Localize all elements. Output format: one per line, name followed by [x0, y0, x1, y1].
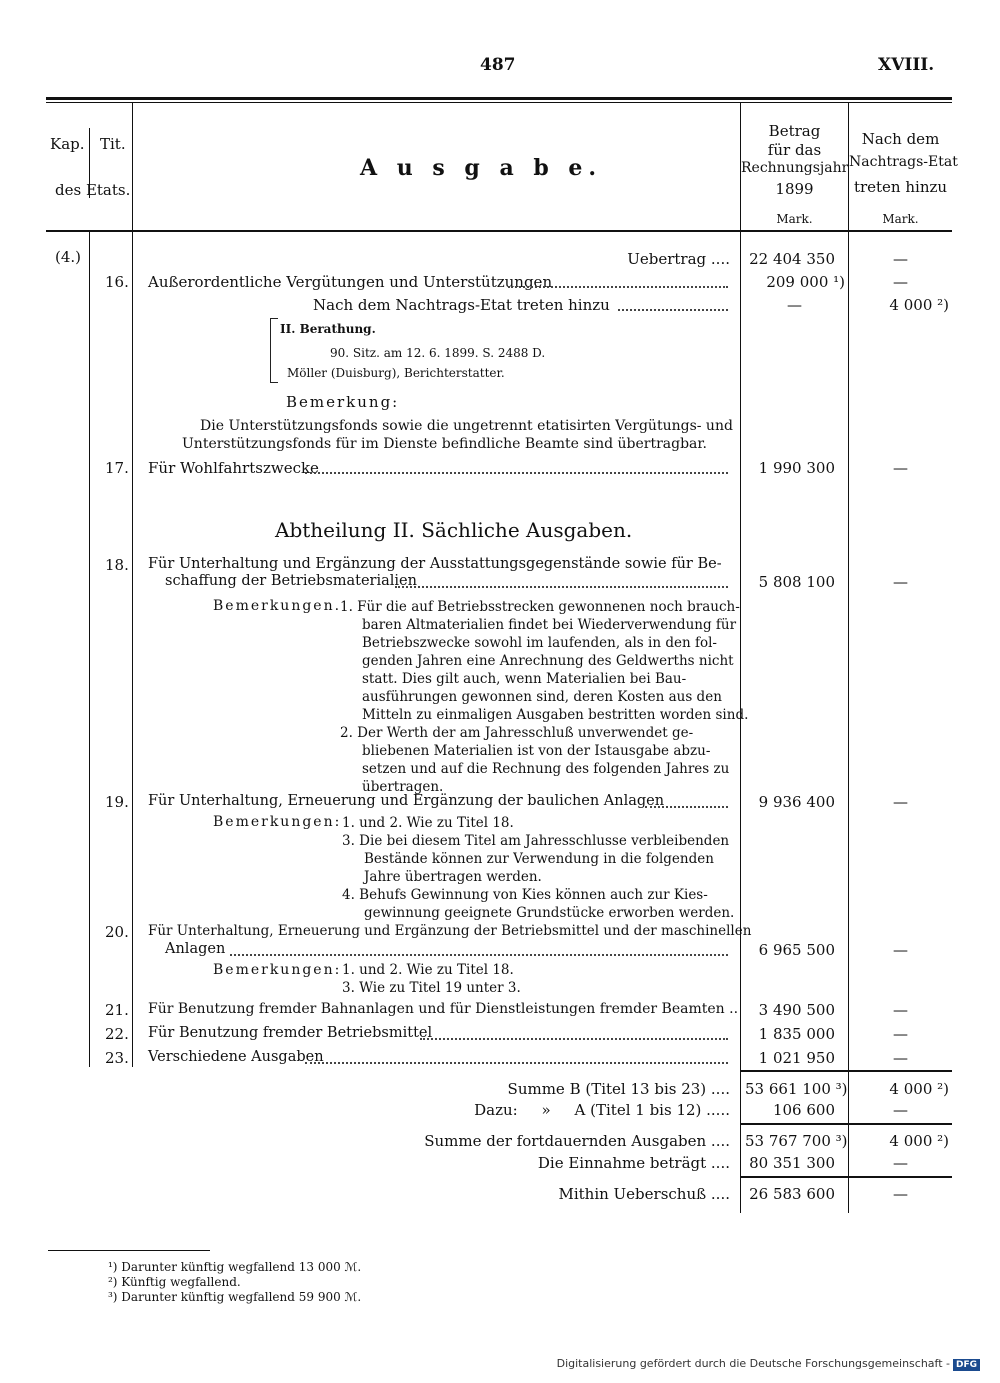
bem18-line: übertragen. — [362, 779, 444, 795]
col-nach-mark: Mark. — [882, 212, 919, 226]
t20-amount: 6 965 500 — [758, 941, 835, 959]
t21-label: Für Benutzung fremder Bahnanlagen und für Dienstleistungen fremder Beamten .. — [148, 1001, 739, 1017]
bem19-label: Bemerkungen: — [213, 814, 342, 830]
t20-leader — [230, 954, 728, 956]
dazu-extra: — — [893, 1101, 908, 1119]
page-number: 487 — [480, 55, 516, 75]
kap-number: (4.) — [55, 248, 82, 266]
t20-line1: Für Unterhaltung, Erneuerung und Ergänzung der Betriebsmittel und der maschinellen — [148, 923, 752, 939]
einnahme-extra: — — [893, 1154, 908, 1172]
t21-extra: — — [893, 1001, 908, 1019]
dazu-amount: 106 600 — [772, 1101, 835, 1119]
bem18-label: Bemerkungen. — [213, 598, 342, 614]
t16-extra: — — [893, 273, 908, 291]
t23-label: Verschiedene Ausgaben — [148, 1049, 324, 1065]
bracket-top — [270, 318, 278, 319]
t20-extra: — — [893, 941, 908, 959]
dfg-logo: DFG — [953, 1359, 980, 1371]
bem18-line: Betriebszwecke sowohl im laufenden, als in den fol- — [362, 635, 717, 651]
t19-amount: 9 936 400 — [758, 793, 835, 811]
dazu-label: Dazu: » A (Titel 1 bis 12) ..... — [474, 1101, 730, 1119]
tit-19: 19. — [105, 793, 129, 811]
bem20-line1: 1. und 2. Wie zu Titel 18. — [342, 962, 514, 978]
kap-tit-divider-body — [89, 232, 90, 1067]
nachtrag-leader — [618, 309, 728, 311]
tit-16: 16. — [105, 273, 129, 291]
bem19-line: 3. Die bei diesem Titel am Jahresschlusse verbleibenden — [342, 833, 730, 849]
nachtrag-extra: 4 000 ²) — [889, 296, 949, 314]
tit-col-rule-head — [132, 103, 133, 230]
t19-leader — [645, 806, 728, 808]
tit-18: 18. — [105, 556, 129, 574]
extra-col-rule — [848, 103, 849, 1213]
t22-amount: 1 835 000 — [758, 1025, 835, 1043]
footnote-2: ²) Künftig wegfallend. — [108, 1275, 241, 1289]
credit-text: Digitalisierung gefördert durch die Deutsche Forschungsgemeinschaft - — [556, 1357, 950, 1370]
bem18-line: baren Altmaterialien findet bei Wiederverwendung für — [362, 617, 737, 633]
t18-extra: — — [893, 573, 908, 591]
bem19-line: 1. und 2. Wie zu Titel 18. — [342, 815, 514, 831]
t19-extra: — — [893, 793, 908, 811]
bem18-line: ausführungen gewonnen sind, deren Kosten aus den — [362, 689, 722, 705]
t22-label: Für Benutzung fremder Betriebsmittel — [148, 1025, 433, 1041]
t20-line2: Anlagen — [165, 941, 226, 957]
bem19-line: 4. Behufs Gewinnung von Kies können auch zur Kies- — [342, 887, 708, 903]
totals-rule-3 — [741, 1176, 952, 1178]
tit-17: 17. — [105, 459, 129, 477]
bem19-block — [342, 814, 734, 922]
t18-line1: Für Unterhaltung und Ergänzung der Ausstattungsgegenstände sowie für Be- — [148, 556, 722, 572]
tit-col-rule-body — [132, 232, 133, 1067]
t17-extra: — — [893, 459, 908, 477]
t17-label: Für Wohlfahrtszwecke — [148, 459, 319, 477]
section-number: XVIII. — [878, 55, 935, 75]
tit-23: 23. — [105, 1049, 129, 1067]
t18-amount: 5 808 100 — [758, 573, 835, 591]
col-betrag-3: Rechnungsjahr — [741, 160, 849, 176]
bem16-label: Bemerkung: — [286, 393, 400, 411]
t23-leader — [305, 1062, 728, 1064]
bem18-line: setzen und auf die Rechnung des folgenden Jahres zu — [362, 761, 730, 777]
bem18-line: 2. Der Werth der am Jahresschluß unverwendet ge- — [340, 725, 694, 741]
einnahme-label: Die Einnahme beträgt .... — [537, 1154, 730, 1172]
bem16-line1: Die Unterstützungsfonds sowie die ungetrennt etatisirten Vergütungs- und — [200, 418, 733, 434]
t22-leader — [420, 1038, 728, 1040]
bem18-block — [340, 598, 748, 796]
berathung-bracket — [270, 318, 271, 382]
t16-label: Außerordentliche Vergütungen und Unterstützungen — [148, 273, 553, 291]
bem18-line: Mitteln zu einmaligen Ausgaben bestritten worden sind. — [362, 707, 749, 723]
totals-rule-1 — [741, 1070, 952, 1072]
col-kap: Kap. — [50, 135, 85, 153]
uebertrag-amount: 22 404 350 — [749, 250, 835, 268]
uebertrag-extra: — — [893, 250, 908, 268]
footnote-1: ¹) Darunter künftig wegfallend 13 000 ℳ. — [108, 1260, 362, 1274]
bem18-line: bliebenen Materialien ist von der Istausgabe abzu- — [362, 743, 711, 759]
fortdauernd-label: Summe der fortdauernden Ausgaben .... — [424, 1132, 730, 1150]
summe-b-label: Summe B (Titel 13 bis 23) .... — [507, 1080, 730, 1098]
col-nach-1: Nach dem — [861, 130, 940, 148]
bem18-line: statt. Dies gilt auch, wenn Materialien bei Bau- — [362, 671, 687, 687]
footnote-3: ³) Darunter künftig wegfallend 59 900 ℳ. — [108, 1290, 362, 1304]
t22-extra: — — [893, 1025, 908, 1043]
col-tit: Tit. — [100, 135, 126, 153]
footnote-rule — [48, 1250, 210, 1251]
col-nach-3: treten hinzu — [853, 178, 948, 196]
nachtrag-amount: — — [787, 296, 802, 314]
t16-amount: 209 000 ¹) — [766, 273, 845, 291]
totals-rule-2 — [741, 1123, 952, 1125]
ueberschuss-amount: 26 583 600 — [749, 1185, 835, 1203]
bracket-bottom — [270, 382, 278, 383]
t17-leader — [305, 472, 728, 474]
fortdauernd-extra: 4 000 ²) — [889, 1132, 949, 1150]
col-nach-2: Nachtrags-Etat — [849, 154, 958, 170]
top-rule-thick — [46, 97, 952, 100]
summe-b-amount: 53 661 100 ³) — [745, 1080, 848, 1098]
top-rule-thin — [46, 102, 952, 103]
bem20-line2: 3. Wie zu Titel 19 unter 3. — [342, 980, 521, 996]
col-betrag-4: 1899 — [775, 180, 814, 198]
ausgabe-title: A u s g a b e. — [360, 155, 603, 181]
ueberschuss-label: Mithin Ueberschuß .... — [558, 1185, 730, 1203]
bem19-line: Jahre übertragen werden. — [364, 869, 542, 885]
bem19-line: gewinnung geeignete Grundstücke erworben werden. — [364, 905, 735, 921]
bem18-line: 1. Für die auf Betriebsstrecken gewonnenen noch brauch- — [340, 599, 740, 615]
nachtrag-label: Nach dem Nachtrags-Etat treten hinzu — [313, 296, 610, 314]
summe-b-extra: 4 000 ²) — [889, 1080, 949, 1098]
digitization-credit — [557, 1357, 980, 1371]
abtheilung-heading: Abtheilung II. Sächliche Ausgaben. — [275, 518, 633, 542]
t18-line2: schaffung der Betriebsmaterialien — [165, 573, 417, 589]
col-betrag-mark: Mark. — [776, 212, 813, 226]
t21-amount: 3 490 500 — [758, 1001, 835, 1019]
bem19-line: Bestände können zur Verwendung in die folgenden — [364, 851, 714, 867]
fortdauernd-amount: 53 767 700 ³) — [745, 1132, 848, 1150]
einnahme-amount: 80 351 300 — [749, 1154, 835, 1172]
col-des-etats: des Etats. — [55, 181, 131, 199]
col-betrag-2: für das — [767, 141, 822, 159]
bem20-label: Bemerkungen: — [213, 962, 342, 978]
t23-amount: 1 021 950 — [758, 1049, 835, 1067]
tit-22: 22. — [105, 1025, 129, 1043]
berathung-line1: 90. Sitz. am 12. 6. 1899. S. 2488 D. — [330, 346, 546, 360]
t18-leader — [395, 586, 728, 588]
berathung-line2: Möller (Duisburg), Berichterstatter. — [287, 366, 505, 380]
header-bottom-rule — [46, 230, 952, 232]
t17-amount: 1 990 300 — [758, 459, 835, 477]
col-betrag-1: Betrag — [768, 122, 821, 140]
tit-20: 20. — [105, 923, 129, 941]
t16-leader — [508, 286, 728, 288]
uebertrag-label: Uebertrag .... — [627, 250, 730, 268]
t23-extra: — — [893, 1049, 908, 1067]
berathung-title: II. Berathung. — [280, 322, 376, 336]
bem16-line2: Unterstützungsfonds für im Dienste befindliche Beamte sind übertragbar. — [182, 436, 707, 452]
bem18-line: genden Jahren eine Anrechnung des Geldwerths nicht — [362, 653, 734, 669]
t19-label: Für Unterhaltung, Erneuerung und Ergänzung der baulichen Anlagen — [148, 793, 665, 809]
tit-21: 21. — [105, 1001, 129, 1019]
ueberschuss-extra: — — [893, 1185, 908, 1203]
